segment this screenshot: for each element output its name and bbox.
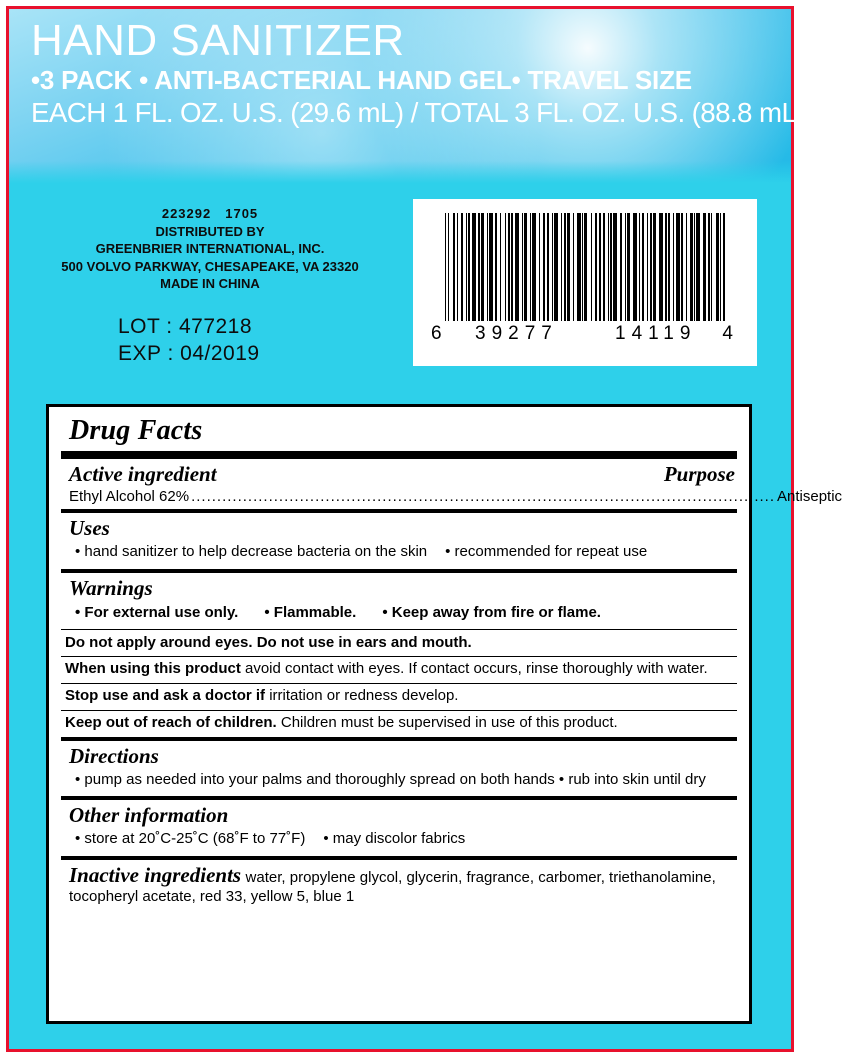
- inactive-ingredients-section: [59, 860, 739, 911]
- warning-when-using: [59, 657, 739, 683]
- purpose-value: Antiseptic: [777, 488, 842, 505]
- barcode-group-1: 39277: [475, 323, 558, 344]
- stop-use-label: Stop use and ask a doctor if: [65, 687, 266, 704]
- barcode-group-2: 14119: [615, 323, 697, 344]
- directions-text: • pump as needed into your palms and thoroughly spread on both hands • rub into skin until dry: [75, 770, 706, 788]
- keep-out-label: Keep out of reach of children.: [65, 713, 277, 731]
- distributor-name: GREENBRIER INTERNATIONAL, INC.: [95, 241, 325, 257]
- when-using-text: avoid contact with eyes. If contact occurs, rinse thoroughly with water.: [240, 660, 708, 678]
- warning-bullet: • For external use only.: [75, 603, 239, 621]
- uses-item: • hand sanitizer to help decrease bacteria on the skin: [75, 543, 428, 560]
- drug-facts-title: Drug Facts: [69, 415, 203, 446]
- active-ingredient-value: Ethyl Alcohol 62%: [69, 488, 190, 505]
- uses-item: • recommended for repeat use: [445, 543, 648, 560]
- uses-heading: Uses: [69, 516, 110, 540]
- code-right: 1705: [225, 206, 259, 221]
- distributor-address: 500 VOLVO PARKWAY, CHESAPEAKE, VA 23320: [61, 258, 359, 274]
- product-subtitle: •3 PACK • ANTI-BACTERIAL HAND GEL• TRAVEL SIZE: [31, 64, 692, 95]
- barcode-digits: [429, 323, 741, 351]
- stop-use-text: irritation or redness develop.: [265, 687, 459, 704]
- product-codes: [24, 205, 396, 223]
- barcode-right-digit: 4: [722, 323, 739, 344]
- leader-dots: .................................................................................................................: [191, 488, 776, 505]
- active-ingredient-heading: Active ingredient: [69, 462, 217, 486]
- active-ingredient-section: [59, 459, 842, 509]
- when-using-label: When using this product: [65, 660, 241, 678]
- purpose-heading: Purpose: [663, 462, 735, 486]
- warning-bullet: • Flammable.: [264, 603, 357, 621]
- code-left: 223292: [161, 206, 212, 221]
- lot-number: LOT : 477218: [118, 315, 253, 338]
- volume-statement: EACH 1 FL. OZ. U.S. (29.6 mL) / TOTAL 3 FL. OZ. U.S. (88.8 mL): [31, 97, 805, 129]
- warnings-section: [59, 573, 739, 629]
- warning-eyes-ears: Do not apply around eyes. Do not use in ears and mouth.: [65, 633, 472, 651]
- uses-section: [59, 513, 739, 569]
- country-of-origin: MADE IN CHINA: [160, 276, 260, 292]
- barcode: [413, 199, 757, 366]
- drug-facts-panel: [46, 404, 842, 1024]
- inactive-ingredients-heading: Inactive ingredients: [69, 863, 242, 887]
- keep-out-text: Children must be supervised in use of this product.: [276, 713, 618, 731]
- other-info-item: • may discolor fabrics: [323, 830, 466, 848]
- distributed-by-label: DISTRIBUTED BY: [155, 223, 265, 239]
- directions-heading: Directions: [69, 743, 159, 768]
- distributor-block: [24, 205, 396, 293]
- other-information-section: [59, 800, 739, 856]
- directions-section: [59, 741, 739, 797]
- divider: [61, 451, 737, 459]
- warning-bullet: • Keep away from fire or flame.: [382, 603, 601, 621]
- page-title: HAND SANITIZER: [31, 16, 405, 65]
- barcode-bars: [445, 213, 725, 321]
- warnings-heading: Warnings: [69, 575, 153, 600]
- header-banner: [9, 9, 805, 187]
- barcode-left-digit: 6: [431, 323, 448, 344]
- inactive-ingredients-text: water, propylene glycol, glycerin, fragrance, carbomer, triethanolamine, tocopheryl acetate, red 33, yellow 5, blue 1: [69, 869, 716, 905]
- warning-keep-out-of-reach: [59, 711, 739, 737]
- expiry-date: EXP : 04/2019: [118, 341, 260, 365]
- lot-expiry-block: [118, 314, 260, 368]
- other-info-item: • store at 20˚C-25˚C (68˚F to 77˚F): [75, 830, 306, 848]
- warning-stop-use: [59, 684, 739, 710]
- other-information-heading: Other information: [69, 803, 229, 828]
